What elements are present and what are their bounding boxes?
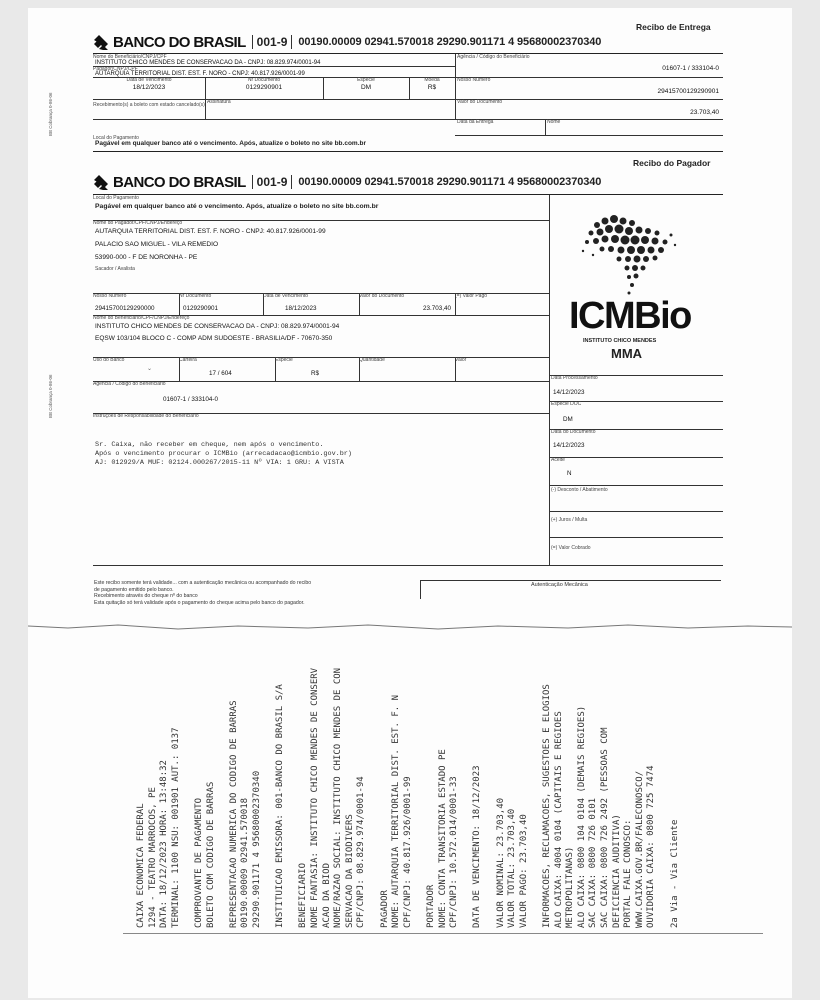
- main-agencia-label: Agência / Código do Beneficiário: [93, 381, 166, 387]
- main-valor-label: Valor do Documento: [359, 293, 405, 299]
- receipt-line: CAIXA ECONOMICA FEDERAL: [136, 803, 146, 928]
- receipt-line: SAC CAIXA: 0800 726 2492 (PESSOAS COM: [600, 727, 610, 928]
- main-table: [93, 194, 723, 565]
- stub-recebimento: Recebimento(s) a boleto com estado cancelado(s): [93, 102, 205, 108]
- autenticacao-box: [420, 580, 721, 599]
- stub-moeda-label: Moeda: [424, 77, 440, 83]
- sideline-text: BB Cobrança 0-86-06: [48, 92, 53, 136]
- right-juros-label: (+) Juros / Multa: [551, 517, 588, 523]
- right-ddoc-label: Data do Documento: [551, 429, 596, 435]
- stub-moeda: R$: [427, 84, 437, 91]
- receipt-line: WWW.CAIXA.GOV.BR/FALECONOSCO/: [634, 770, 645, 928]
- receipt-line: DEFICIENCIA AUDITIVA): [611, 814, 622, 928]
- main-instr-2: Após o vencimento procurar o ICMBio (arrecadacao@icmbio.gov.br): [95, 450, 352, 458]
- footer-line-4: Esta quitação só terá validade após o pagamento do cheque acima pelo banco do pagador.: [94, 599, 305, 606]
- receipt-line: VALOR PAGO: 23.703,40: [518, 814, 529, 928]
- digitable-line: 00190.00009 02941.570018 29290.901171 4 95680002370340: [298, 36, 602, 48]
- main-pagador-city: 53990-000 - F DE NORONHA - PE: [95, 254, 198, 261]
- brazil-dots-logo-icon: [577, 211, 683, 299]
- main-nosso-label: Nosso Número: [93, 293, 127, 299]
- bank-name: BANCO DO BRASIL: [113, 33, 246, 51]
- footer-line-2: de pagamento emitido pelo banco.: [94, 586, 174, 593]
- receipt-line: DATA: 18/12/2023 HORA: 13:48:32: [159, 760, 170, 928]
- main-bottom-rule: [93, 565, 723, 566]
- main-especie: R$: [311, 370, 320, 377]
- receipt-line: BENEFICIARIO: [298, 862, 309, 928]
- stub-local: Pagável em qualquer banco até o vencimento. Após, atualize o boleto no site bb.com.br: [95, 140, 367, 147]
- receipt-line: ALO CAIXA: 4004 0104 (CAPITAIS E REGIOES: [553, 711, 564, 928]
- receipt-line: DATA DE VENCIMENTO: 18/12/2023: [472, 765, 483, 928]
- chevron-down-icon: ⌄: [147, 366, 153, 372]
- right-dproc: 14/12/2023: [553, 389, 585, 396]
- receipt-line: 2a Via - Via Cliente: [669, 819, 680, 928]
- stub-local-label: Local do Pagamento: [93, 135, 139, 141]
- receipt-line: NOME FANTASIA: INSTITUTO CHICO MENDES DE CONSERV: [310, 667, 320, 928]
- stub-nome-label: Nome: [547, 119, 561, 125]
- main-instr-label: Instruções de Responsabilidade do Beneficiário: [93, 413, 199, 419]
- main-carteira-label: Carteira: [179, 357, 197, 363]
- right-desconto-label: (-) Desconto / Abatimento: [551, 487, 608, 493]
- receipt-line: PORTAL FALE CONOSCO:: [623, 819, 634, 928]
- receipt-line: 29290.901171 4 95680002370340: [252, 770, 262, 928]
- receipt-line: 00190.00009 02941.570018: [240, 797, 251, 928]
- receipt-line: TERMINAL: 1100 NSU: 001901 AUT.: 0137: [170, 727, 181, 928]
- stub-especie-label: Espécie: [357, 77, 375, 83]
- main-local-label: Local do Pagamento: [93, 195, 139, 201]
- receipt-line: 1294 - TEATRO MARROCOS, PE: [147, 787, 158, 928]
- right-cobrado-label: (=) Valor Cobrado: [551, 545, 591, 551]
- bank-logo-2: [93, 174, 246, 191]
- receipt-line: NOME: AUTARQUIA TERRITORIAL DIST. EST. F. N: [391, 695, 402, 928]
- right-aceite: N: [567, 470, 572, 477]
- stub-nosso-label: Nosso Número: [457, 77, 491, 83]
- digitable-line: 00190.00009 02941.570018 29290.901171 4 95680002370340: [298, 176, 602, 188]
- stub-agencia-label: Agência / Código do Beneficiário: [457, 54, 530, 60]
- right-especie-doc-label: Espécie DOC: [551, 401, 582, 407]
- stub-pagador: AUTARQUIA TERRITORIAL DIST. EST. F. NORO - CNPJ: 40.817.926/0001-99: [95, 71, 305, 77]
- receipt-line: METROPOLITANAS): [565, 846, 576, 928]
- main-pagador-name: AUTARQUIA TERRITORIAL DIST. EST. F. NORO - CNPJ: 40.817.926/0001-99: [95, 228, 326, 235]
- bank-code: 001-9: [252, 175, 293, 189]
- caixa-receipt: [128, 658, 784, 928]
- main-pagador-label: Nome do Pagador/CPF/CNPJ/Endereço: [93, 220, 183, 226]
- receipt-line: OUVIDORIA CAIXA: 0800 725 7474: [646, 765, 657, 928]
- main-local: Pagável em qualquer banco até o vencimento. Após, atualize o boleto no site bb.com.br: [95, 203, 379, 210]
- main-pagador-address: PALACIO SAO MIGUEL - VILA REMEDIO: [95, 241, 219, 248]
- receipt-line: VALOR TOTAL: 23.703,40: [507, 808, 518, 928]
- stub-venc-label: Data de Vencimento: [126, 77, 172, 83]
- main-vpago-label: (=) Valor Pago: [455, 293, 488, 299]
- stub-beneficiario-label: Nome do Beneficiário/CNPJ/CPF: [93, 54, 167, 60]
- receipt-line: PAGADOR: [379, 890, 390, 928]
- stub-valor: 23.703,40: [690, 109, 719, 116]
- receipt-line: BOLETO COM CODIGO DE BARRAS: [205, 781, 216, 928]
- stub-agencia: 01607-1 / 333104-0: [662, 65, 719, 72]
- stub-ndoc: 0129290901: [245, 84, 283, 91]
- right-dproc-label: Data Processamento: [551, 375, 598, 381]
- banco-brasil-symbol-icon: [93, 34, 109, 50]
- main-instr-1: Sr. Caixa, não receber em cheque, nem após o vencimento.: [95, 441, 324, 449]
- stub-valor-label: Valor do Documento: [457, 99, 503, 105]
- stub-venc: 18/12/2023: [132, 84, 166, 91]
- receipt-line: CPF/CNPJ: 08.829.974/0001-94: [356, 776, 367, 928]
- stub-ndoc-label: Nr Documento: [247, 77, 281, 83]
- bank-name: BANCO DO BRASIL: [113, 173, 246, 191]
- main-nosso: 29415700129290000: [95, 305, 155, 312]
- paper-tear-edge: [28, 620, 792, 634]
- main-especie-label: Espécie: [275, 357, 293, 363]
- sideline-text: BB Cobrança 0-86-06: [48, 374, 53, 418]
- main-uso-label: Uso do Banco: [93, 357, 125, 363]
- main-benef-label: Nome do Beneficiário/CPF/CNPJ/Endereço: [93, 315, 190, 321]
- receipt-line: CPF/CNPJ: 10.572.014/0001-33: [449, 776, 460, 928]
- icmbio-logo-text: ICMBio: [569, 295, 691, 337]
- receipt-line: INSTITUICAO EMISSORA: 001-BANCO DO BRASIL S/A: [275, 684, 286, 928]
- stub-table: [93, 53, 723, 150]
- main-venc: 18/12/2023: [285, 305, 317, 312]
- receipt-line: NOME/RAZAO SOCIAL: INSTITUTO CHICO MENDES DE CON: [333, 667, 344, 928]
- receipt-line: ALO CAIXA: 0800 104 0104 (DEMAIS REGIOES): [576, 705, 587, 928]
- receipt-line: VALOR NOMINAL: 23.703,40: [495, 797, 506, 928]
- boleto-paper: [28, 8, 792, 998]
- receipt-line: PORTADOR: [426, 884, 436, 928]
- stub-data-entrega-label: Data da Entrega: [457, 119, 494, 125]
- footer-line-3: Recebimento através do cheque nº do banco: [94, 593, 198, 599]
- main-valor: 23.703,40: [422, 305, 451, 312]
- main-agencia: 01607-1 / 333104-0: [163, 396, 218, 403]
- footer-line-1: Este recibo somente terá validade... com a autenticação mecânica ou acompanhado do recibo: [94, 580, 312, 586]
- stub-beneficiario: INSTITUTO CHICO MENDES DE CONSERVACAO DA - CNPJ: 08.829.974/0001-94: [95, 60, 321, 66]
- receipt-line: SERVACAO DA BIODIVERS: [344, 814, 355, 928]
- main-instr-3: AJ: 012929/A MUF: 02124.000267/2015-11 Nº VIA: 1 GRU: A VISTA: [95, 459, 344, 467]
- receipt-line: SAC CAIXA: 0800 726 0101: [588, 797, 599, 928]
- main-valor2-label: Valor: [455, 357, 467, 363]
- right-especie-doc: DM: [563, 416, 573, 423]
- main-header: [93, 172, 723, 192]
- main-benef-address: EQSW 103/104 BLOCO C - COMP ADM SUDOESTE - BRASILIA/DF - 70670-350: [95, 335, 333, 342]
- right-aceite-label: Aceite: [551, 457, 565, 463]
- recibo-entrega-heading: Recibo de Entrega: [636, 22, 711, 32]
- stub-nosso: 29415700129290901: [657, 88, 719, 95]
- banco-brasil-symbol-icon: [93, 174, 109, 190]
- bank-code: 001-9: [252, 35, 293, 49]
- receipt-line: CPF/CNPJ: 40.817.926/0001-99: [402, 776, 413, 928]
- bank-logo: [93, 34, 246, 51]
- recibo-pagador-heading: Recibo do Pagador: [633, 158, 711, 168]
- stub-header: [93, 32, 723, 52]
- receipt-line: INFORMACOES, RECLAMACOES, SUGESTOES E ELOGIOS: [542, 684, 552, 928]
- receipt-line: ACAO DA BIOD: [321, 862, 332, 928]
- icmbio-logo-box: [549, 195, 723, 376]
- receipt-line: REPRESENTACAO NUMERICA DO CODIGO DE BARRAS: [228, 700, 239, 928]
- main-ndoc: 0129290901: [183, 305, 219, 312]
- main-sacador-label: Sacador / Avalista: [95, 266, 135, 272]
- receipt-line: NOME: CONTA TRANSITORIA ESTADO PE: [437, 749, 448, 928]
- receipt-line: COMPROVANTE DE PAGAMENTO: [194, 797, 204, 928]
- receipt-bottom-edge: [123, 933, 763, 934]
- icmbio-logo-subtitle: INSTITUTO CHICO MENDES: [583, 338, 657, 344]
- stub-especie: DM: [360, 84, 372, 91]
- main-venc-label: Data de Vencimento: [263, 293, 309, 299]
- stub-assinatura-label: Assinatura: [207, 99, 231, 105]
- footer-notes: [94, 580, 424, 606]
- right-ddoc: 14/12/2023: [553, 442, 585, 449]
- main-quantidade-label: Quantidade: [359, 357, 385, 363]
- autenticacao-label: Autenticação Mecânica: [531, 582, 588, 588]
- main-benef-name: INSTITUTO CHICO MENDES DE CONSERVACAO DA - CNPJ: 08.829.974/0001-94: [95, 323, 340, 330]
- mma-logo-text: MMA: [611, 346, 643, 361]
- main-carteira: 17 / 604: [209, 370, 232, 377]
- stub-bottom-rule: [93, 151, 723, 152]
- stub-pagador-label: Pagador/CNPJ/CPF: [93, 66, 138, 72]
- main-ndoc-label: Nr Documento: [179, 293, 212, 299]
